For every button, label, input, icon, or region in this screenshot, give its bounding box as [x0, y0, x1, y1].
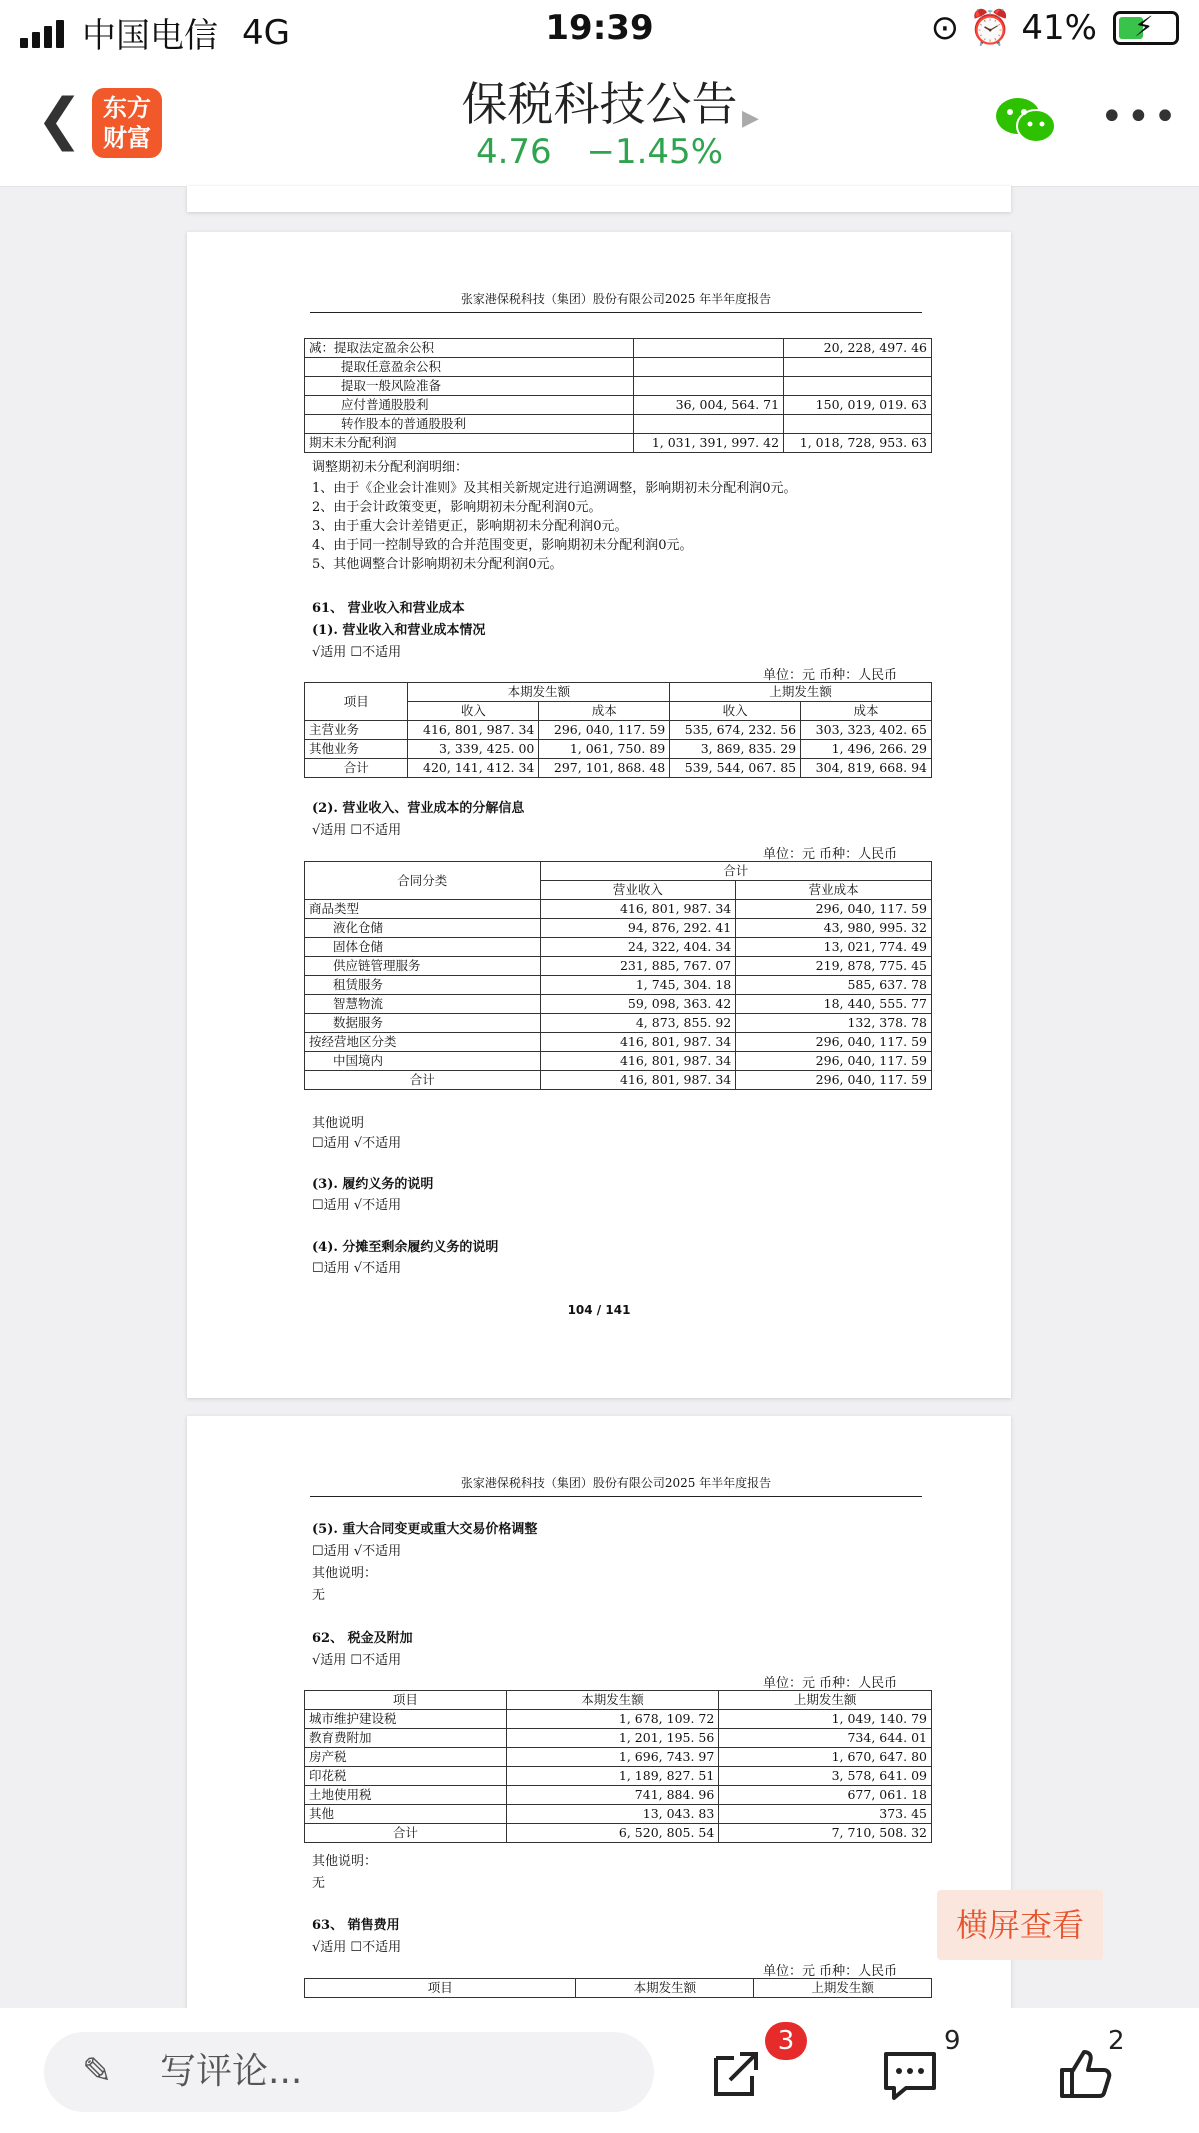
wechat-icon[interactable] — [994, 96, 1056, 146]
cell-previous — [784, 358, 932, 377]
list-item: 5、其他调整合计影响期初未分配利润0元。 — [312, 557, 563, 572]
row-label: 转作股本的普通股股利 — [305, 415, 634, 434]
row-label: 土地使用税 — [305, 1786, 507, 1805]
stock-price: 4.76 — [475, 132, 552, 172]
profit-distribution-table — [304, 338, 932, 453]
carrier-name: 中国电信 — [82, 16, 218, 56]
cell-current: 1, 678, 109. 72 — [506, 1710, 719, 1729]
battery-icon: ⚡ — [1113, 11, 1179, 45]
cell-rev: 416, 801, 987. 34 — [540, 1052, 736, 1071]
table-row — [305, 1729, 932, 1748]
status-right — [931, 8, 1179, 48]
table-row — [305, 957, 932, 976]
row-label: 中国境内 — [305, 1052, 541, 1071]
cell-current: 741, 884. 96 — [506, 1786, 719, 1805]
selling-expense-table — [304, 1978, 932, 1998]
page-title: 保税科技公告 — [461, 77, 738, 131]
head-current: 本期发生额 — [408, 683, 670, 702]
revenue-breakdown-table — [304, 861, 932, 1090]
table-row — [305, 759, 932, 778]
orientation-lock-icon: ⊙ — [930, 8, 960, 48]
cell-rev: 94, 876, 292. 41 — [540, 919, 736, 938]
section-63-check: √适用 ☐不适用 — [312, 1940, 402, 1955]
table-row — [305, 1710, 932, 1729]
table-row — [305, 1824, 932, 1843]
landscape-view-button[interactable]: 横屏查看 — [937, 1890, 1103, 1960]
section-63-title: 63、 销售费用 — [312, 1918, 400, 1933]
cell-previous: 7, 710, 508. 32 — [719, 1824, 932, 1843]
table-row — [305, 995, 932, 1014]
row-label: 固体仓储 — [305, 938, 541, 957]
none-text-2: 无 — [312, 1876, 326, 1891]
section-61-4-check: ☐适用 √不适用 — [312, 1261, 402, 1276]
none-text: 无 — [312, 1588, 326, 1603]
cell-value: 3, 339, 425. 00 — [408, 740, 539, 759]
row-label: 商品类型 — [305, 900, 541, 919]
table-row — [305, 683, 932, 702]
table-row — [305, 434, 932, 453]
page-number: 104 / 141 — [567, 1303, 631, 1317]
cell-cost: 296, 040, 117. 59 — [736, 1052, 932, 1071]
table-row — [305, 1767, 932, 1786]
section-61-3-check: ☐适用 √不适用 — [312, 1198, 402, 1213]
bottom-bar — [0, 2008, 1199, 2133]
table-row — [305, 377, 932, 396]
head-cost: 成本 — [801, 702, 932, 721]
unit-note-4: 单位：元 币种：人民币 — [763, 1964, 898, 1979]
table-row — [305, 1033, 932, 1052]
comment-count: 9 — [944, 2026, 961, 2056]
cell-rev: 416, 801, 987. 34 — [540, 1071, 736, 1090]
cell-value: 297, 101, 868. 48 — [539, 759, 670, 778]
head-class: 合同分类 — [305, 862, 541, 900]
t5-head-item: 项目 — [305, 1979, 576, 1998]
adjust-title: 调整期初未分配利润明细： — [312, 460, 469, 475]
alarm-icon: ⏰ — [969, 8, 1012, 48]
cell-current: 1, 189, 827. 51 — [506, 1767, 719, 1786]
play-arrow-icon[interactable]: ▶ — [742, 106, 759, 131]
share-icon[interactable] — [706, 2044, 766, 2104]
head-rev: 营业收入 — [540, 881, 736, 900]
cell-cost: 296, 040, 117. 59 — [736, 1071, 932, 1090]
revenue-cost-table — [304, 682, 932, 778]
cell-previous: 1, 670, 647. 80 — [719, 1748, 932, 1767]
cell-current: 1, 031, 391, 997. 42 — [634, 434, 784, 453]
cell-value: 296, 040, 117. 59 — [539, 721, 670, 740]
cell-cost: 296, 040, 117. 59 — [736, 1033, 932, 1052]
section-61-1-title: (1). 营业收入和营业成本情况 — [312, 623, 486, 638]
document-page-105[interactable] — [187, 1416, 1011, 2016]
table-row — [305, 1071, 932, 1090]
cell-previous: 734, 644. 01 — [719, 1729, 932, 1748]
cell-value: 303, 323, 402. 65 — [801, 721, 932, 740]
like-count: 2 — [1108, 2026, 1125, 2056]
cell-cost: 585, 637. 78 — [736, 976, 932, 995]
head-cost: 营业成本 — [736, 881, 932, 900]
table-row — [305, 919, 932, 938]
stock-change: −1.45% — [586, 132, 723, 172]
battery-percent: 41% — [1021, 8, 1097, 48]
cell-current — [634, 415, 784, 434]
cell-current — [634, 377, 784, 396]
head-previous: 上期发生额 — [670, 683, 932, 702]
cell-cost: 132, 378. 78 — [736, 1014, 932, 1033]
cell-value: 416, 801, 987. 34 — [408, 721, 539, 740]
table-row — [305, 938, 932, 957]
table-row — [305, 740, 932, 759]
other-note-label-3: 其他说明： — [312, 1854, 378, 1869]
section-62-check: √适用 ☐不适用 — [312, 1653, 402, 1668]
cell-value: 539, 544, 067. 85 — [670, 759, 801, 778]
row-label: 数据服务 — [305, 1014, 541, 1033]
head-previous: 上期发生额 — [719, 1691, 932, 1710]
row-label: 其他 — [305, 1805, 507, 1824]
cell-value: 420, 141, 412. 34 — [408, 759, 539, 778]
previous-page — [187, 186, 1011, 212]
cell-cost: 13, 021, 774. 49 — [736, 938, 932, 957]
row-label: 合计 — [305, 759, 408, 778]
comment-placeholder: 写评论... — [160, 2051, 303, 2092]
section-62-title: 62、 税金及附加 — [312, 1631, 413, 1646]
section-61-2-title: (2). 营业收入、营业成本的分解信息 — [312, 801, 525, 816]
head-total: 合计 — [540, 862, 931, 881]
cell-current: 13, 043. 83 — [506, 1805, 719, 1824]
cell-rev: 416, 801, 987. 34 — [540, 900, 736, 919]
clock: 19:39 — [545, 8, 654, 48]
row-label: 期末未分配利润 — [305, 434, 634, 453]
table-row — [305, 415, 932, 434]
adjust-list — [312, 479, 797, 574]
table-row — [305, 1805, 932, 1824]
row-label: 智慧物流 — [305, 995, 541, 1014]
head-item: 项目 — [305, 1691, 507, 1710]
row-label: 教育费附加 — [305, 1729, 507, 1748]
table-row — [305, 976, 932, 995]
cell-previous — [784, 415, 932, 434]
cell-rev: 231, 885, 767. 07 — [540, 957, 736, 976]
section-61-3-title: (3). 履约义务的说明 — [312, 1177, 434, 1192]
cell-previous — [784, 377, 932, 396]
row-label: 应付普通股股利 — [305, 396, 634, 415]
head-item: 项目 — [305, 683, 408, 721]
list-item: 3、由于重大会计差错更正，影响期初未分配利润0元。 — [312, 519, 628, 534]
table-row — [305, 339, 932, 358]
applicable-check-2: √适用 ☐不适用 — [312, 823, 402, 838]
section-61-5-check: ☐适用 √不适用 — [312, 1544, 402, 1559]
table-row — [305, 1748, 932, 1767]
cell-current: 1, 201, 195. 56 — [506, 1729, 719, 1748]
unit-note-2: 单位：元 币种：人民币 — [763, 847, 898, 862]
cell-value: 3, 869, 835. 29 — [670, 740, 801, 759]
cell-current: 36, 004, 564. 71 — [634, 396, 784, 415]
row-label: 印花税 — [305, 1767, 507, 1786]
document-page-104[interactable] — [187, 232, 1011, 1398]
tax-surcharge-table — [304, 1690, 932, 1843]
applicable-check: √适用 ☐不适用 — [312, 645, 402, 660]
row-label: 提取一般风险准备 — [305, 377, 634, 396]
table-row — [305, 1052, 932, 1071]
more-icon[interactable]: ••• — [1100, 94, 1180, 140]
unit-note-3: 单位：元 币种：人民币 — [763, 1676, 898, 1691]
t5-head-prev: 上期发生额 — [754, 1979, 932, 1998]
other-note-label-2: 其他说明： — [312, 1566, 378, 1581]
table-row — [305, 862, 932, 881]
row-label: 合计 — [305, 1071, 541, 1090]
running-header-2: 张家港保税科技（集团）股份有限公司2025 年半年度报告 — [310, 1474, 922, 1497]
cell-current — [634, 358, 784, 377]
table-row — [305, 721, 932, 740]
head-current: 本期发生额 — [506, 1691, 719, 1710]
row-label: 合计 — [305, 1824, 507, 1843]
t5-head-cur: 本期发生额 — [576, 1979, 754, 1998]
row-label: 主营业务 — [305, 721, 408, 740]
table-row — [305, 1014, 932, 1033]
cell-previous: 3, 578, 641. 09 — [719, 1767, 932, 1786]
cell-value: 1, 496, 266. 29 — [801, 740, 932, 759]
table-row — [305, 1786, 932, 1805]
row-label: 租赁服务 — [305, 976, 541, 995]
table-row — [305, 1691, 932, 1710]
cell-cost: 43, 980, 995. 32 — [736, 919, 932, 938]
share-badge: 3 — [765, 2022, 807, 2060]
row-label: 按经营地区分类 — [305, 1033, 541, 1052]
list-item: 4、由于同一控制导致的合并范围变更，影响期初未分配利润0元。 — [312, 538, 693, 553]
head-cost: 成本 — [539, 702, 670, 721]
row-label: 城市维护建设税 — [305, 1710, 507, 1729]
other-note-check: ☐适用 √不适用 — [312, 1136, 402, 1151]
head-rev: 收入 — [408, 702, 539, 721]
row-label: 其他业务 — [305, 740, 408, 759]
list-item: 1、由于《企业会计准则》及其相关新规定进行追溯调整，影响期初未分配利润0元。 — [312, 481, 797, 496]
cell-current — [634, 339, 784, 358]
cell-previous: 677, 061. 18 — [719, 1786, 932, 1805]
app-logo[interactable]: 东方 财富 — [92, 88, 162, 158]
head-rev: 收入 — [670, 702, 801, 721]
cell-cost: 219, 878, 775. 45 — [736, 957, 932, 976]
list-item: 2、由于会计政策变更，影响期初未分配利润0元。 — [312, 500, 602, 515]
back-icon[interactable]: ❮ — [36, 87, 83, 152]
status-bar — [0, 0, 1199, 60]
comment-icon[interactable] — [880, 2044, 940, 2104]
running-header: 张家港保税科技（集团）股份有限公司2025 年半年度报告 — [310, 290, 922, 313]
cell-rev: 416, 801, 987. 34 — [540, 1033, 736, 1052]
unit-note: 单位：元 币种：人民币 — [763, 668, 898, 683]
cell-rev: 24, 322, 404. 34 — [540, 938, 736, 957]
row-label: 减：提取法定盈余公积 — [305, 339, 634, 358]
cell-value: 535, 674, 232. 56 — [670, 721, 801, 740]
cell-previous: 20, 228, 497. 46 — [784, 339, 932, 358]
row-label: 供应链管理服务 — [305, 957, 541, 976]
like-icon[interactable] — [1056, 2044, 1116, 2104]
cell-rev: 59, 098, 363. 42 — [540, 995, 736, 1014]
cell-rev: 4, 873, 855. 92 — [540, 1014, 736, 1033]
row-label: 房产税 — [305, 1748, 507, 1767]
table-row — [305, 900, 932, 919]
table-row — [305, 358, 932, 377]
cell-value: 1, 061, 750. 89 — [539, 740, 670, 759]
cell-previous: 1, 018, 728, 953. 63 — [784, 434, 932, 453]
row-label: 液化仓储 — [305, 919, 541, 938]
section-61-title: 61、 营业收入和营业成本 — [312, 601, 465, 616]
table-row — [305, 396, 932, 415]
cell-cost: 18, 440, 555. 77 — [736, 995, 932, 1014]
cell-rev: 1, 745, 304. 18 — [540, 976, 736, 995]
section-61-5-title: (5). 重大合同变更或重大交易价格调整 — [312, 1522, 538, 1537]
row-label: 提取任意盈余公积 — [305, 358, 634, 377]
cell-previous: 150, 019, 019. 63 — [784, 396, 932, 415]
cell-value: 304, 819, 668. 94 — [801, 759, 932, 778]
app-header — [0, 60, 1199, 187]
pen-icon: ✎ — [82, 2051, 113, 2092]
cell-previous: 373. 45 — [719, 1805, 932, 1824]
cell-previous: 1, 049, 140. 79 — [719, 1710, 932, 1729]
cell-cost: 296, 040, 117. 59 — [736, 900, 932, 919]
cell-current: 1, 696, 743. 97 — [506, 1748, 719, 1767]
comment-input[interactable] — [44, 2032, 654, 2112]
other-note-label: 其他说明 — [312, 1116, 365, 1131]
network-type: 4G — [242, 12, 290, 53]
cell-current: 6, 520, 805. 54 — [506, 1824, 719, 1843]
section-61-4-title: (4). 分摊至剩余履约义务的说明 — [312, 1240, 499, 1255]
